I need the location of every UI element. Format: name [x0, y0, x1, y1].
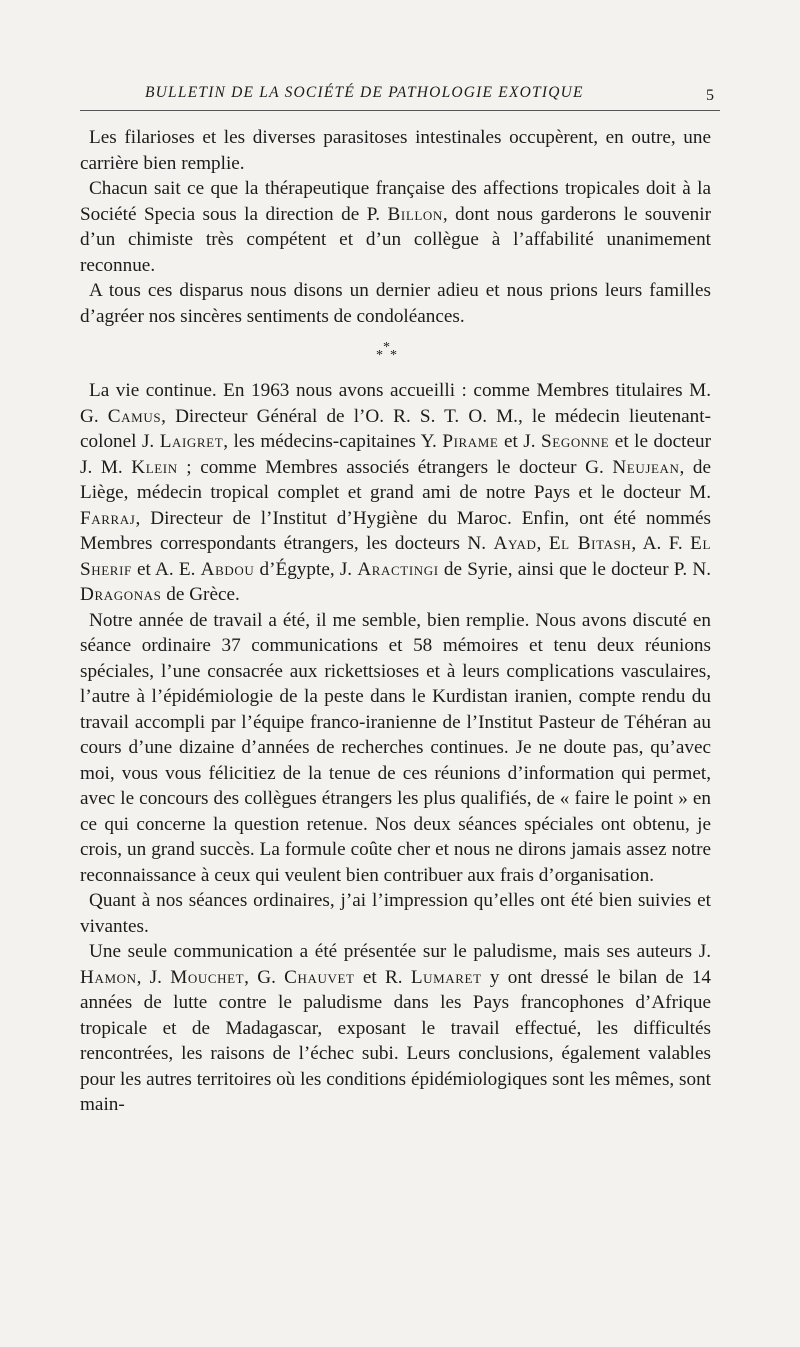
paragraph-new-members: [80, 378, 711, 608]
paragraph-filarioses: Les filarioses et les diverses parasitoses intestinales occupèrent, en outre, une carrière bien remplie.: [80, 127, 711, 174]
asterisk-mark: *: [390, 348, 397, 363]
paragraph-year-of-work: Notre année de travail a été, il me semble, bien remplie. Nous avons discuté en séance ordinaire 37 communications et 58 mémoires et tenu deux réunions spéciales, l’une consacrée aux rickettsioses et à leurs complications vasculaires, l’autre à l’épidémiologie de la peste dans le Kurdistan iranien, compte rendu du travail accompli par l’équipe franco-iranienne de l’Institut Pasteur de Téhéran au cours d’une dizaine d’années de recherches continues. Je ne doute pas, qu’avec moi, vous vous félicitiez de la tenue de ces réunions d’information qui permet, avec le concours des collègues étrangers les plus qualifiés, de « faire le point » en ce qui concerne la question retenue. Nos deux séances spéciales ont obtenu, je crois, un grand succès. La formule coûte cher et nous ne dirons jamais assez notre reconnaissance à ceux qui veulent bien contribuer aux frais d’organisation.: [80, 609, 711, 886]
member-name: Segonne: [541, 431, 610, 452]
article-body: [80, 125, 711, 1118]
paragraph-text: y ont dressé le bilan de 14 années de lutte contre le paludisme dans les Pays francophones d’Afrique tropicale et de Madagascar, exposant le travail effectué, les difficultés rencontrées, les raisons de l’échec subi. Leurs conclusions, également valables pour les autres territoires où les conditions épidémiologiques sont les mêmes, sont main-: [80, 966, 712, 1115]
paragraph-text: d’Égypte, J.: [254, 558, 358, 580]
member-name: Laigret: [159, 431, 224, 452]
member-name: Ayad: [493, 533, 537, 554]
author-name: Hamon: [80, 966, 137, 988]
member-name: Pirame: [442, 431, 499, 452]
member-name: Aractingi: [357, 558, 439, 580]
member-name: Farraj: [80, 507, 136, 529]
paragraph-text: , J.: [136, 966, 171, 988]
paragraph-text: et R.: [354, 966, 411, 988]
paragraph-text: et A. E.: [131, 558, 201, 580]
running-header: [80, 80, 720, 111]
paragraph-text: , Directeur de l’Institut d’Hygiène du Maroc. Enfin, ont été nommés Membres correspondants étrangers, les docteurs N.: [80, 507, 711, 554]
member-name: El Sherif: [80, 533, 712, 580]
member-name: El Bitash: [548, 533, 632, 554]
paragraph-text: , G.: [244, 966, 285, 988]
running-title: BULLETIN DE LA SOCIÉTÉ DE PATHOLOGIE EXOTIQUE: [145, 84, 584, 101]
member-name: Abdou: [200, 558, 255, 580]
paragraph-text: et le docteur J. M.: [80, 431, 711, 478]
member-name: Dragonas: [80, 584, 162, 605]
paragraph-text: , les médecins-capitaines Y.: [223, 431, 443, 452]
paragraph-condolences: A tous ces disparus nous disons un dernier adieu et nous prions leurs familles d’agréer nos sincères sentiments de condoléances.: [80, 280, 711, 327]
author-name: Mouchet: [170, 966, 245, 988]
paragraph-text: de Syrie, ainsi que le docteur P. N.: [438, 558, 711, 580]
paragraph-malaria: [80, 939, 711, 1118]
paragraph-text: , de Liège, médecin tropical complet et grand ami de notre Pays et le docteur M.: [80, 456, 711, 503]
paragraph-text: et J.: [498, 431, 542, 452]
paragraph-text: ; comme Membres associés étrangers le docteur G.: [177, 456, 613, 478]
asterisk-mark: *: [376, 348, 383, 363]
author-name: Chauvet: [284, 966, 355, 988]
asterism-separator: [80, 329, 711, 378]
paragraph-text: de Grèce.: [161, 584, 240, 605]
paragraph-text: ,: [536, 533, 549, 554]
member-name: Klein: [131, 456, 178, 478]
author-name: Billon: [387, 203, 443, 225]
author-name: Lumaret: [410, 966, 482, 988]
paragraph-ordinary-sessions: Quant à nos séances ordinaires, j’ai l’impression qu’elles ont été bien suivies et vivantes.: [80, 890, 711, 937]
paragraph-text: , Directeur Général de l’O. R. S. T. O. M., le médecin lieutenant-colonel J.: [80, 405, 711, 452]
paragraph-text: Chacun sait ce que la thérapeutique française des affections tropicales doit à la Société Specia sous la direction de P.: [80, 178, 711, 225]
paragraph-text: Une seule communication a été présentée sur le paludisme, mais ses auteurs J.: [89, 941, 711, 962]
member-name: Camus: [107, 405, 162, 427]
paragraph-text: , A. F.: [631, 533, 691, 554]
paragraph-text: La vie continue. En 1963 nous avons accueilli : comme Membres titulaires M. G.: [80, 380, 711, 427]
member-name: Neujean: [612, 456, 680, 478]
paragraph-specia: [80, 176, 711, 278]
asterisk-mark: *: [383, 340, 390, 355]
page-number: 5: [706, 87, 714, 104]
paragraph-text: , dont nous garderons le souvenir d’un chimiste très compétent et d’un collègue à l’affabilité unanimement reconnue.: [80, 203, 711, 276]
